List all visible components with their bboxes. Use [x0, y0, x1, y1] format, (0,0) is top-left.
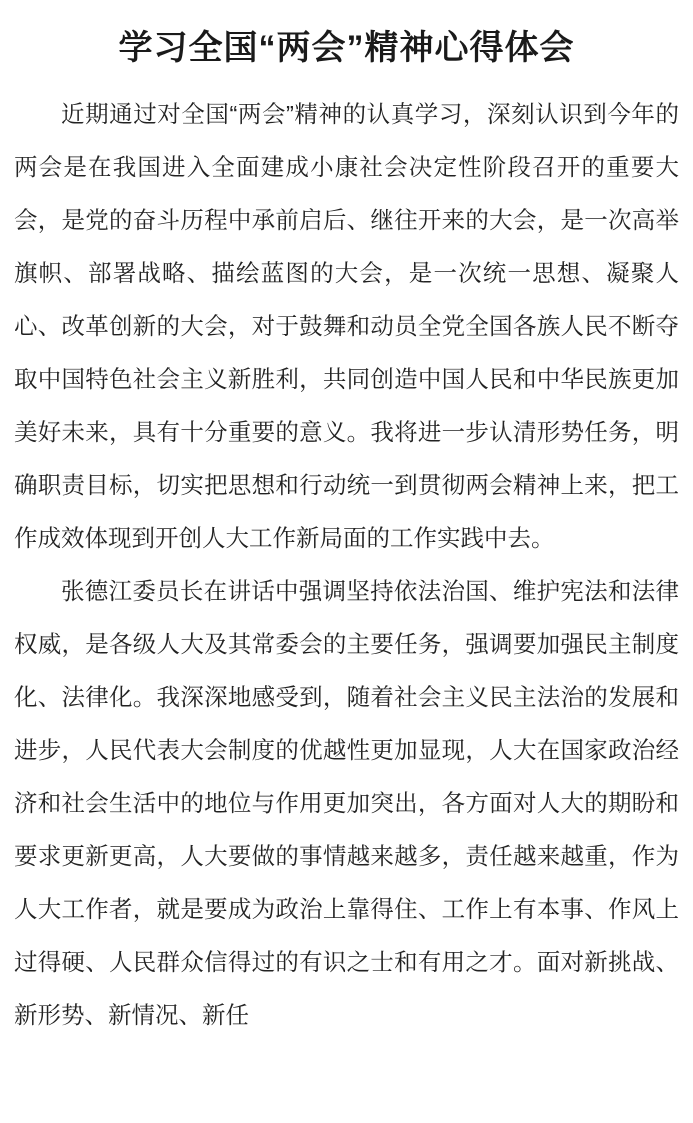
paragraph-1: 近期通过对全国“两会”精神的认真学习，深刻认识到今年的两会是在我国进入全面建成小康社会决定性阶段召开的重要大会，是党的奋斗历程中承前启后、继往开来的大会，是一次高举旗帜、部署战略、描绘蓝图的大会，是一次统一思想、凝聚人心、改革创新的大会，对于鼓舞和动员全党全国各族人民不断夺取中国特色社会主义新胜利，共同创造中国人民和中华民族更加美好未来，具有十分重要的意义。我将进一步认清形势任务，明确职责目标，切实把思想和行动统一到贯彻两会精神上来，把工作成效体现到开创人大工作新局面的工作实践中去。	[14, 101, 679, 552]
paragraph-2: 张德江委员长在讲话中强调坚持依法治国、维护宪法和法律权威，是各级人大及其常委会的主要任务，强调要加强民主制度化、法律化。我深深地感受到，随着社会主义民主法治的发展和进步，人民代表大会制度的优越性更加显现，人大在国家政治经济和社会生活中的地位与作用更加突出，各方面对人大的期盼和要求更新更高，人大要做的事情越来越多，责任越来越重，作为人大工作者，就是要成为政治上靠得住、工作上有本事、作风上过得硬、人民群众信得过的有识之士和有用之才。面对新挑战、新形势、新情况、新任	[14, 578, 679, 1029]
document-page	[0, 26, 693, 1123]
document-body	[14, 88, 679, 1042]
page-title: 学习全国“两会”精神心得体会	[118, 29, 575, 67]
